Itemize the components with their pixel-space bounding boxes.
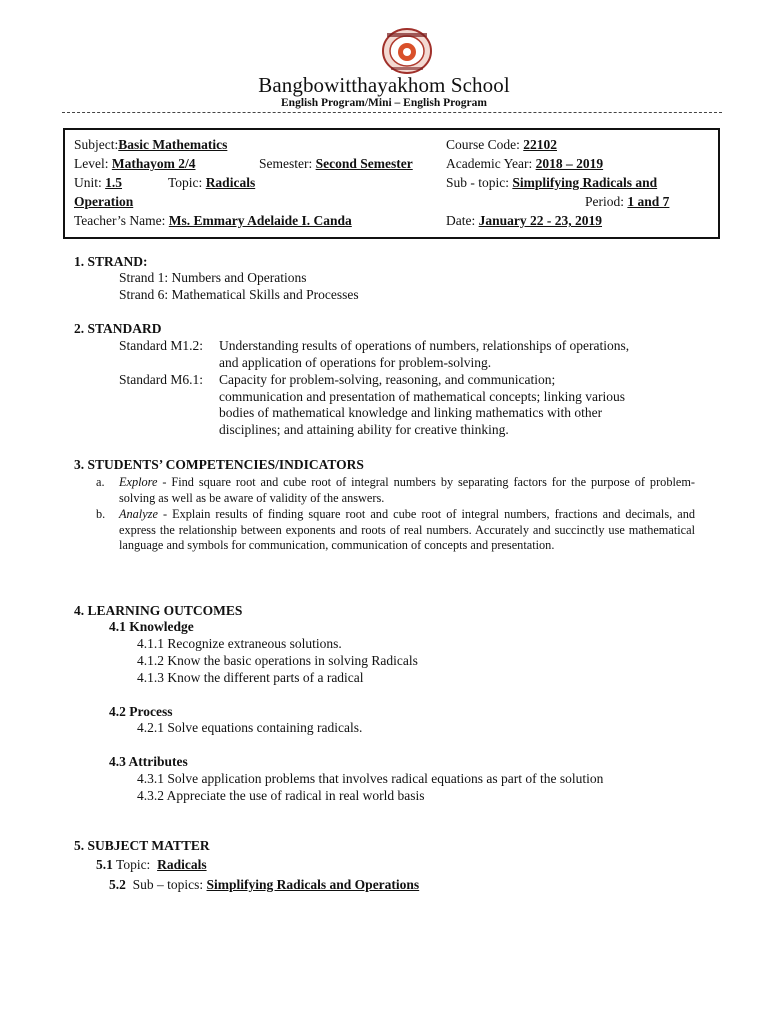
- competency-explore: Explore - Find square root and cube root of integral numbers by separating factors for the purpose of problem-solving as well as be aware of validity of the answers.: [119, 475, 695, 505]
- knowledge-item: 4.1.3 Know the different parts of a radical: [137, 670, 364, 685]
- attributes-heading: 4.3 Attributes: [109, 754, 188, 769]
- list-marker: b.: [96, 507, 106, 521]
- process-item: 4.2.1 Solve equations containing radicals.: [137, 720, 363, 735]
- school-logo: [379, 27, 435, 75]
- subject-field: Subject:Basic Mathematics: [74, 137, 228, 152]
- standard-m61-line: disciplines; and attaining ability for creative thinking.: [219, 422, 509, 437]
- standard-m12-label: Standard M1.2:: [119, 338, 203, 353]
- course-code-field: Course Code: 22102: [446, 137, 557, 152]
- semester-field: Semester: Second Semester: [259, 156, 413, 171]
- strand-heading: 1. STRAND:: [74, 254, 148, 269]
- dashed-divider: [62, 112, 722, 113]
- standard-heading: 2. STANDARD: [74, 321, 162, 336]
- strand-item: Strand 6: Mathematical Skills and Processes: [119, 287, 359, 302]
- topic-field: Topic: Radicals: [168, 175, 256, 190]
- process-heading: 4.2 Process: [109, 704, 173, 719]
- period-field: Period: 1 and 7: [585, 194, 670, 209]
- attributes-item: 4.3.1 Solve application problems that involves radical equations as part of the solution: [137, 771, 604, 786]
- subtopic-field: Sub - topic: Simplifying Radicals and: [446, 175, 658, 190]
- standard-m12-line: Understanding results of operations of numbers, relationships of operations,: [219, 338, 630, 353]
- attributes-item: 4.3.2 Appreciate the use of radical in real world basis: [137, 788, 425, 803]
- subject-matter-heading: 5. SUBJECT MATTER: [74, 838, 210, 853]
- standard-m61-line: Capacity for problem-solving, reasoning, and communication;: [219, 372, 556, 387]
- subject-matter-subtopic: 5.2 Sub – topics: Simplifying Radicals and Operations: [109, 877, 420, 892]
- standard-m61-label: Standard M6.1:: [119, 372, 203, 387]
- outcomes-heading: 4. LEARNING OUTCOMES: [74, 603, 243, 618]
- knowledge-item: 4.1.1 Recognize extraneous solutions.: [137, 636, 342, 651]
- subtopic-continuation: Operation: [74, 194, 134, 209]
- standard-m61-line: communication and presentation of mathematical concepts; linking various: [219, 389, 626, 404]
- academic-year-field: Academic Year: 2018 – 2019: [446, 156, 604, 171]
- subject-matter-topic: 5.1 Topic: Radicals: [96, 857, 207, 872]
- program-name: English Program/Mini – English Program: [281, 97, 487, 109]
- standard-m12-line: and application of operations for problem-solving.: [219, 355, 492, 370]
- knowledge-item: 4.1.2 Know the basic operations in solving Radicals: [137, 653, 418, 668]
- strand-item: Strand 1: Numbers and Operations: [119, 270, 307, 285]
- standard-m61-line: bodies of mathematical knowledge and linking mathematics with other: [219, 405, 603, 420]
- level-field: Level: Mathayom 2/4: [74, 156, 196, 171]
- school-name: Bangbowitthayakhom School: [258, 73, 510, 97]
- teacher-field: Teacher’s Name: Ms. Emmary Adelaide I. Canda: [74, 213, 352, 228]
- list-marker: a.: [96, 475, 105, 489]
- competency-analyze: Analyze - Explain results of finding square root and cube root of integral numbers, fractions and decimals, and express the relationship between exponents and roots of real numbers. Accurately and succinctly use mathematical language and symbols for communication, communication of concepts and presentation.: [119, 507, 695, 552]
- unit-field: Unit: 1.5: [74, 175, 123, 190]
- competencies-heading: 3. STUDENTS’ COMPETENCIES/INDICATORS: [74, 457, 364, 472]
- knowledge-heading: 4.1 Knowledge: [109, 619, 194, 634]
- date-field: Date: January 22 - 23, 2019: [446, 213, 603, 228]
